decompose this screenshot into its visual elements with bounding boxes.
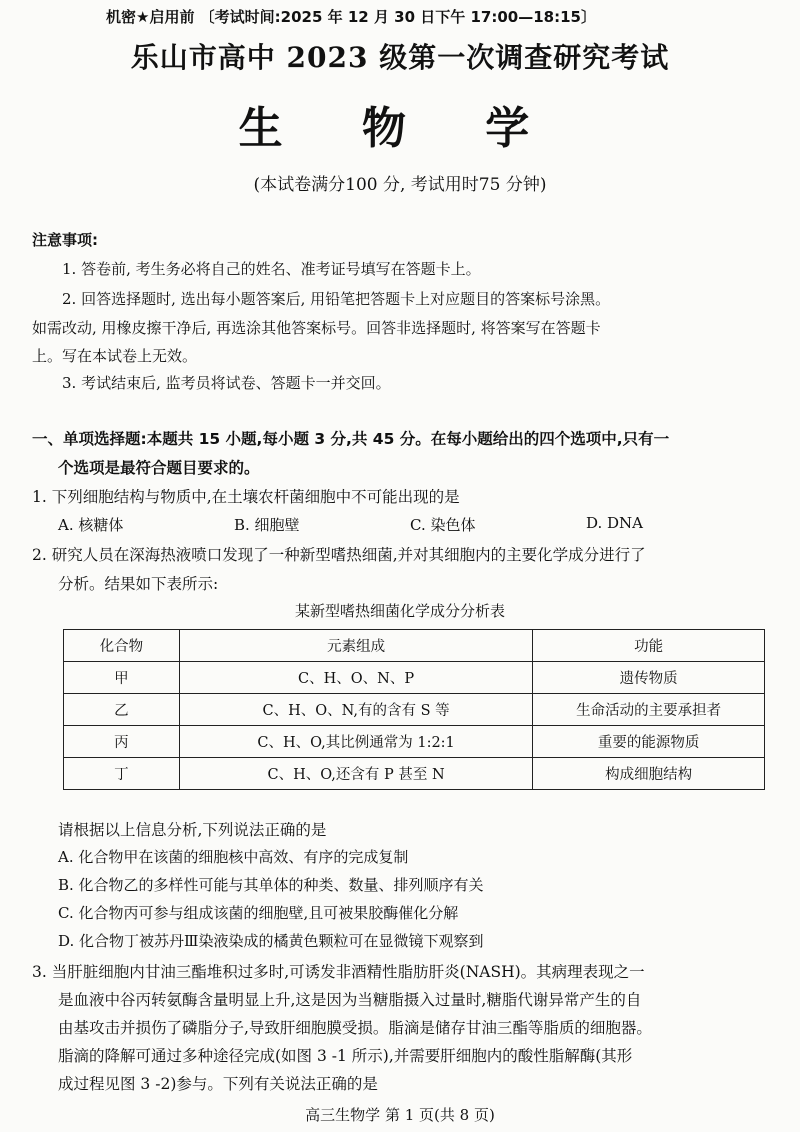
exam-title: 乐山市高中 2023 级第一次调查研究考试: [130, 41, 670, 74]
q2-option-a: A. 化合物甲在该菌的细胞核中高效、有序的完成复制: [58, 848, 409, 866]
header-compound: 化合物: [64, 630, 180, 662]
question-3-line-3: 由基攻击并损伤了磷脂分子,导致肝细胞膜受损。脂滴是储存甘油三酯等脂质的细胞器。: [58, 1019, 652, 1037]
notice-title: 注意事项:: [32, 231, 98, 249]
q1-option-b: B. 细胞壁: [234, 516, 300, 534]
notice-line-3: 如需改动, 用橡皮擦干净后, 再选涂其他答案标号。回答非选择题时, 将答案写在答题卡: [32, 319, 601, 337]
table-cell: 重要的能源物质: [533, 726, 765, 758]
question-2-prompt: 请根据以上信息分析,下列说法正确的是: [58, 821, 327, 839]
subject-title: 生 物 学: [238, 103, 562, 154]
q1-option-a: A. 核糖体: [58, 516, 124, 534]
question-3-line-4: 脂滴的降解可通过多种途径完成(如图 3 -1 所示),并需要肝细胞内的酸性脂解酶(其形: [58, 1047, 633, 1065]
section-1-heading-cont: 个选项是最符合题目要求的。: [58, 459, 260, 477]
question-2-stem-2: 分析。结果如下表所示:: [58, 575, 219, 593]
notice-line-5: 3. 考试结束后, 监考员将试卷、答题卡一并交回。: [62, 374, 391, 392]
table-cell: 丁: [64, 758, 180, 790]
section-1-heading: 一、单项选择题:本题共 15 小题,每小题 3 分,共 45 分。在每小题给出的四个选项中,只有一: [32, 430, 670, 448]
table-cell: 甲: [64, 662, 180, 694]
question-3-line-1: 3. 当肝脏细胞内甘油三酯堆积过多时,可诱发非酒精性脂肪肝炎(NASH)。其病理表现之一: [32, 963, 645, 981]
q2-option-d: D. 化合物丁被苏丹Ⅲ染液染成的橘黄色颗粒可在显微镜下观察到: [58, 932, 484, 950]
chemical-composition-table: [63, 629, 765, 790]
table-cell: 遗传物质: [533, 662, 765, 694]
header-elements: 元素组成: [179, 630, 533, 662]
question-3-line-2: 是血液中谷丙转氨酶含量明显上升,这是因为当糖脂摄入过量时,糖脂代谢异常产生的自: [58, 991, 642, 1009]
table-row: [64, 662, 765, 694]
table-row: [64, 726, 765, 758]
table-cell: C、H、O、N,有的含有 S 等: [179, 694, 533, 726]
header-function: 功能: [533, 630, 765, 662]
table-cell: C、H、O,还含有 P 甚至 N: [179, 758, 533, 790]
table-cell: 生命活动的主要承担者: [533, 694, 765, 726]
q2-option-b: B. 化合物乙的多样性可能与其单体的种类、数量、排列顺序有关: [58, 876, 484, 894]
page-footer: 高三生物学 第 1 页(共 8 页): [305, 1106, 495, 1124]
table-title: 某新型嗜热细菌化学成分分析表: [294, 602, 505, 620]
q1-option-c: C. 染色体: [410, 516, 476, 534]
question-2-stem-1: 2. 研究人员在深海热液喷口发现了一种新型嗜热细菌,并对其细胞内的主要化学成分进行了: [32, 546, 646, 564]
table-cell: C、H、O,其比例通常为 1:2:1: [179, 726, 533, 758]
confidential-exam-time: 机密★启用前 〔考试时间:2025 年 12 月 30 日下午 17:00—18:15〕: [106, 8, 596, 26]
table-cell: 丙: [64, 726, 180, 758]
notice-line-4: 上。写在本试卷上无效。: [32, 347, 198, 365]
notice-line-2: 2. 回答选择题时, 选出每小题答案后, 用铅笔把答题卡上对应题目的答案标号涂黑。: [62, 290, 611, 308]
notice-line-1: 1. 答卷前, 考生务必将自己的姓名、准考证号填写在答题卡上。: [62, 260, 481, 278]
table-cell: 构成细胞结构: [533, 758, 765, 790]
q1-option-d: D. DNA: [586, 514, 644, 532]
q2-option-c: C. 化合物丙可参与组成该菌的细胞壁,且可被果胶酶催化分解: [58, 904, 459, 922]
question-1-stem: 1. 下列细胞结构与物质中,在土壤农杆菌细胞中不可能出现的是: [32, 488, 460, 506]
table-row: [64, 758, 765, 790]
table-row: [64, 694, 765, 726]
table-cell: 乙: [64, 694, 180, 726]
table-cell: C、H、O、N、P: [179, 662, 533, 694]
exam-score-time-info: (本试卷满分100 分, 考试用时75 分钟): [253, 175, 547, 195]
table-header-row: [64, 630, 765, 662]
question-3-line-5: 成过程见图 3 -2)参与。下列有关说法正确的是: [58, 1075, 378, 1093]
